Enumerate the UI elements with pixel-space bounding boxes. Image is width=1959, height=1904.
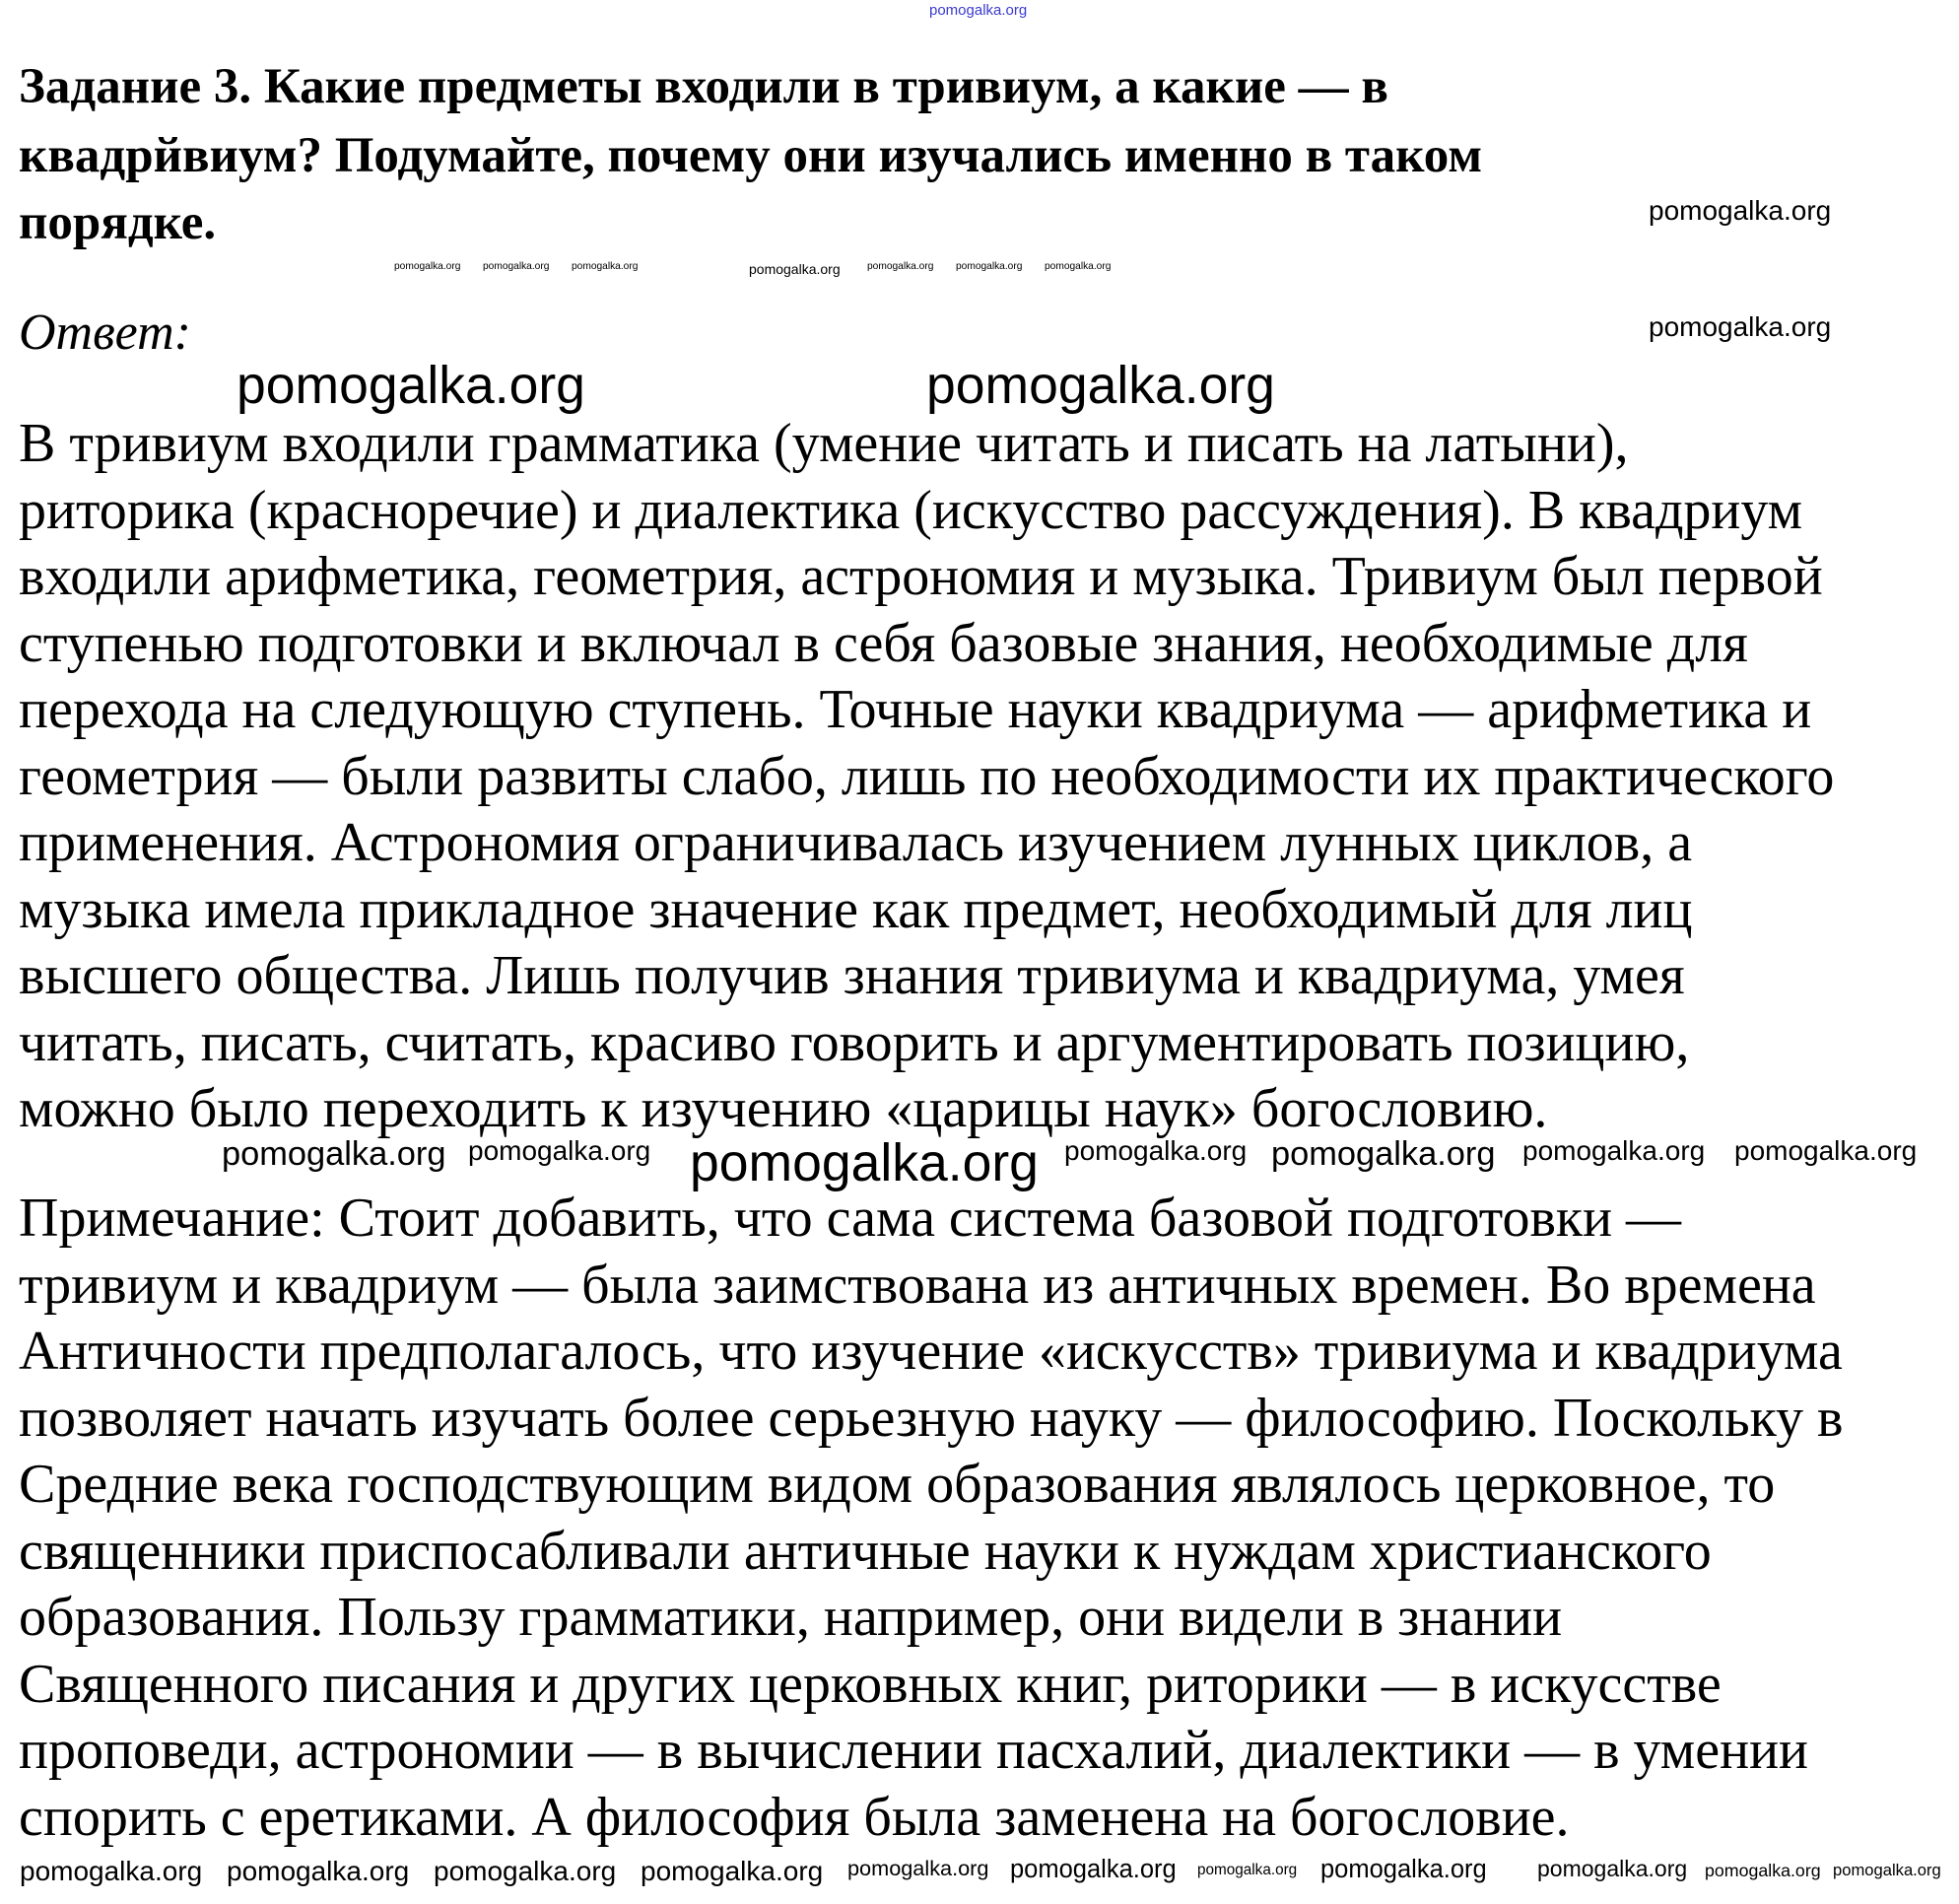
text-line: ступенью подготовки и включал в себя базовые знания, необходимые для [19,612,1748,674]
answer-label: Ответ: [19,305,191,361]
watermark: pomogalka.org [227,1856,410,1886]
watermark: pomogalka.org [1705,1861,1821,1880]
text-line: применения. Астрономия ограничивалась изучением лунных циклов, а [19,812,1693,873]
text-line: входили арифметика, геометрия, астрономия и музыка. Тривиум был первой [19,546,1823,607]
watermark: pomogalka.org [956,261,1023,272]
watermark: pomogalka.org [1320,1856,1487,1883]
watermark: pomogalka.org [1649,195,1832,226]
watermark: pomogalka.org [394,261,461,272]
watermark: pomogalka.org [690,1134,1039,1192]
watermark: pomogalka.org [847,1856,989,1880]
text-line: священники приспосабливали античные науки к нуждам христианского [19,1520,1712,1582]
task-line: порядке. [19,195,217,250]
text-line: геометрия — были развиты слабо, лишь по необходимости их практического [19,745,1835,807]
watermark: pomogalka.org [1010,1856,1177,1883]
task-line: квадрйвиум? Подумайте, почему они изучались именно в таком [19,128,1483,183]
watermark: pomogalka.org [1045,261,1112,272]
text-line: риторика (красноречие) и диалектика (искусство рассуждения). В квадриум [19,479,1803,541]
watermark: pomogalka.org [1649,311,1832,342]
watermark: pomogalka.org [1522,1135,1706,1166]
site-watermark-top: pomogalka.org [929,2,1028,19]
watermark: pomogalka.org [1734,1135,1918,1166]
watermark: pomogalka.org [483,261,550,272]
watermark: pomogalka.org [1197,1862,1298,1878]
watermark: pomogalka.org [1537,1856,1688,1881]
watermark: pomogalka.org [1064,1135,1248,1166]
text-line: В тривиум входили грамматика (умение читать и писать на латыни), [19,413,1629,474]
watermark: pomogalka.org [572,261,639,272]
watermark: pomogalka.org [749,261,841,277]
text-line: перехода на следующую ступень. Точные науки квадриума — арифметика и [19,679,1812,740]
text-line: Священного писания и других церковных книг, риторики — в искусстве [19,1653,1722,1715]
watermark: pomogalka.org [926,357,1275,415]
watermark: pomogalka.org [222,1135,446,1173]
watermark: pomogalka.org [20,1856,203,1886]
text-line: тривиум и квадриум — была заимствована из античных времен. Во времена [19,1254,1816,1316]
text-line: проповеди, астрономии — в вычислении пасхалий, диалектики — в умении [19,1720,1809,1781]
watermark: pomogalka.org [1833,1861,1941,1879]
watermark: pomogalka.org [434,1856,617,1886]
text-line: Античности предполагалось, что изучение «искусств» тривиума и квадриума [19,1321,1843,1382]
task-line: Задание 3. Какие предметы входили в тривиум, а какие — в [19,59,1388,114]
text-line: музыка имела прикладное значение как предмет, необходимый для лиц [19,878,1693,940]
text-line: образования. Пользу грамматики, например, они видели в знании [19,1587,1563,1648]
watermark: pomogalka.org [236,357,585,415]
text-line: высшего общества. Лишь получив знания тривиума и квадриума, умея [19,945,1685,1006]
text-line: можно было переходить к изучению «царицы наук» богословию. [19,1078,1548,1139]
watermark: pomogalka.org [641,1856,824,1886]
watermark: pomogalka.org [1271,1135,1496,1173]
watermark: pomogalka.org [468,1135,651,1166]
text-line: позволяет начать изучать более серьезную науку — философию. Поскольку в [19,1387,1844,1449]
watermark: pomogalka.org [867,261,934,272]
text-line: Средние века господствующим видом образования являлось церковное, то [19,1454,1776,1515]
text-line: читать, писать, считать, красиво говорить и аргументировать позицию, [19,1011,1690,1073]
text-line: Примечание: Стоит добавить, что сама система базовой подготовки — [19,1188,1682,1249]
text-line: спорить с еретиками. А философия была заменена на богословие. [19,1786,1570,1848]
